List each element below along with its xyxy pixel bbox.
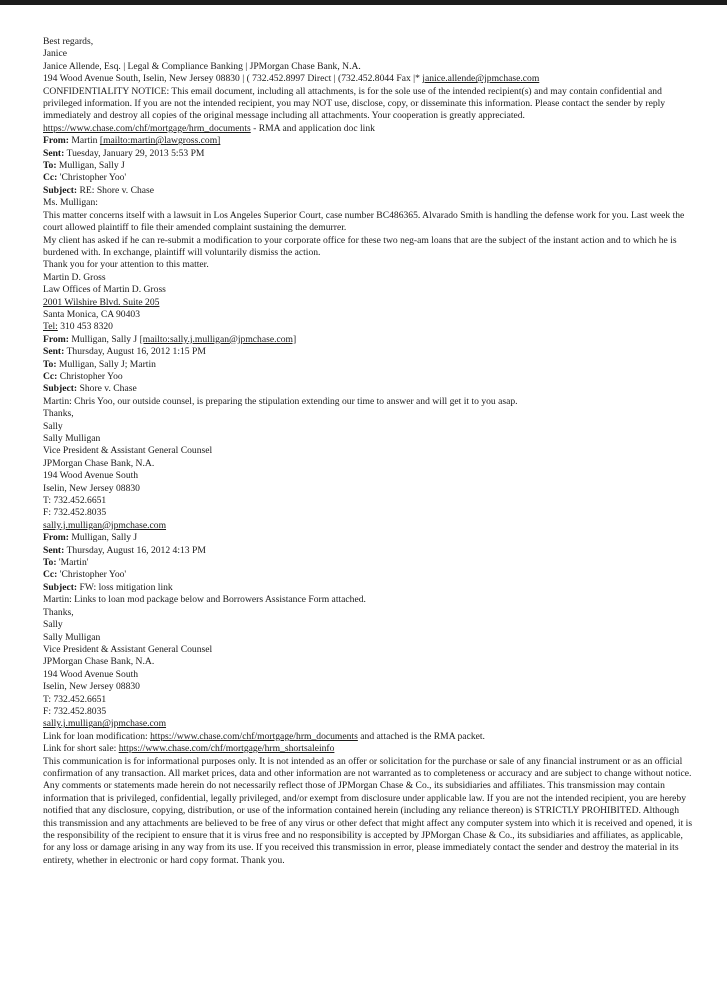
from-label: From: bbox=[43, 532, 69, 544]
sig-company: JPMorgan Chase Bank, N.A. bbox=[43, 457, 155, 469]
to-row bbox=[43, 160, 693, 172]
body-text: Martin: Chris Yoo, our outside counsel, is preparing the stipulation extending our time to answer and will get it to you asap. bbox=[43, 395, 518, 407]
sig-title: Vice President & Assistant General Counsel bbox=[43, 445, 213, 457]
cc-value: 'Christopher Yoo' bbox=[59, 569, 127, 581]
sent-value: Tuesday, January 29, 2013 5:53 PM bbox=[66, 147, 205, 159]
cc-row bbox=[43, 172, 693, 184]
sign-first-name: Sally bbox=[43, 420, 63, 432]
cc-value: Christopher Yoo bbox=[59, 370, 123, 382]
sig-street: 194 Wood Avenue South bbox=[43, 668, 139, 680]
cc-value: 'Christopher Yoo' bbox=[59, 172, 127, 184]
subject-value: RE: Shore v. Chase bbox=[79, 184, 155, 196]
sent-label: Sent: bbox=[43, 147, 65, 159]
sig-fax: F: 732.452.8035 bbox=[43, 507, 107, 519]
from-row bbox=[43, 135, 693, 147]
sally-email-link[interactable]: sally.j.mulligan@jpmchase.com bbox=[43, 718, 167, 730]
sent-label: Sent: bbox=[43, 346, 65, 358]
sign-first-name: Sally bbox=[43, 619, 63, 631]
to-label: To: bbox=[43, 557, 57, 569]
short-sale-row bbox=[43, 743, 693, 755]
email-header-3 bbox=[43, 532, 693, 594]
salutation: Ms. Mulligan: bbox=[43, 197, 98, 209]
email-document bbox=[43, 36, 693, 867]
short-sale-link[interactable]: https://www.chase.com/chf/mortgage/hrm_shortsaleinfo bbox=[118, 743, 335, 755]
cc-label: Cc: bbox=[43, 569, 58, 581]
sig-city: Santa Monica, CA 90403 bbox=[43, 308, 140, 320]
address-text: 194 Wood Avenue South, Iselin, New Jersey 08830 | ( 732.452.8997 Direct | (732.452.8044 Fax |* bbox=[43, 73, 420, 85]
janice-email-link[interactable]: janice.allende@jpmchase.com bbox=[422, 73, 540, 85]
sig-city: Iselin, New Jersey 08830 bbox=[43, 681, 140, 693]
sent-value: Thursday, August 16, 2012 1:15 PM bbox=[66, 346, 206, 358]
to-label: To: bbox=[43, 160, 57, 172]
sig-company: JPMorgan Chase Bank, N.A. bbox=[43, 656, 155, 668]
body-paragraph: My client has asked if he can re-submit a modification to your corporate office for these two neg-am loans that are the subject of the instant action and to which he is burdened with. In exchange, plaintiff will voluntarily dismiss the action. bbox=[43, 234, 677, 258]
to-row bbox=[43, 557, 693, 569]
to-value: Mulligan, Sally J; Martin bbox=[58, 358, 156, 370]
cc-row bbox=[43, 569, 693, 581]
sig-phone: T: 732.452.6651 bbox=[43, 693, 107, 705]
to-value: 'Martin' bbox=[58, 557, 89, 569]
cc-label: Cc: bbox=[43, 172, 58, 184]
subject-label: Subject: bbox=[43, 184, 78, 196]
loan-mod-suffix: and attached is the RMA packet. bbox=[360, 730, 485, 742]
sig-email-row bbox=[43, 718, 693, 730]
short-sale-label: Link for short sale: bbox=[43, 743, 117, 755]
rma-documents-link[interactable]: https://www.chase.com/chf/mortgage/hrm_documents bbox=[43, 122, 251, 134]
tel-value: 310 453 8320 bbox=[60, 321, 113, 333]
martin-mailto-link[interactable]: [mailto:martin@lawgross.com] bbox=[99, 135, 221, 147]
rma-link-caption: - RMA and application doc link bbox=[253, 122, 375, 134]
subject-row bbox=[43, 383, 693, 395]
email-header-1 bbox=[43, 135, 693, 197]
sig-city: Iselin, New Jersey 08830 bbox=[43, 482, 140, 494]
sig-name: Martin D. Gross bbox=[43, 271, 106, 283]
cc-row bbox=[43, 371, 693, 383]
loan-mod-row bbox=[43, 731, 693, 743]
subject-label: Subject: bbox=[43, 581, 78, 593]
signer-address-line bbox=[43, 73, 693, 85]
from-value: Mulligan, Sally J bbox=[71, 532, 138, 544]
body-text: Martin: Links to loan mod package below and Borrowers Assistance Form attached. bbox=[43, 594, 366, 606]
cc-label: Cc: bbox=[43, 370, 58, 382]
sent-row bbox=[43, 545, 693, 557]
from-row bbox=[43, 532, 693, 544]
email-body-1 bbox=[43, 197, 693, 333]
sent-row bbox=[43, 346, 693, 358]
thanks: Thanks, bbox=[43, 408, 74, 420]
scan-top-edge bbox=[0, 0, 727, 5]
email-body-3 bbox=[43, 594, 693, 755]
sig-firm: Law Offices of Martin D. Gross bbox=[43, 284, 166, 296]
loan-mod-label: Link for loan modification: bbox=[43, 730, 148, 742]
sig-name: Sally Mulligan bbox=[43, 631, 101, 643]
sig-tel-row bbox=[43, 321, 693, 333]
body-paragraph: Thank you for your attention to this matter. bbox=[43, 259, 209, 271]
sig-street: 194 Wood Avenue South bbox=[43, 470, 139, 482]
sig-street-link[interactable]: 2001 Wilshire Blvd. Suite 205 bbox=[43, 296, 160, 308]
email-body-2 bbox=[43, 396, 693, 532]
signer-title-line: Janice Allende, Esq. | Legal & Compliance Banking | JPMorgan Chase Bank, N.A. bbox=[43, 60, 361, 72]
loan-mod-link[interactable]: https://www.chase.com/chf/mortgage/hrm_documents bbox=[150, 730, 358, 742]
subject-row bbox=[43, 582, 693, 594]
closing: Best regards, bbox=[43, 36, 94, 47]
sent-value: Thursday, August 16, 2012 4:13 PM bbox=[66, 544, 206, 556]
from-label: From: bbox=[43, 135, 69, 147]
to-row bbox=[43, 359, 693, 371]
subject-row bbox=[43, 185, 693, 197]
email-header-2 bbox=[43, 334, 693, 396]
sent-row bbox=[43, 148, 693, 160]
to-label: To: bbox=[43, 358, 57, 370]
subject-label: Subject: bbox=[43, 383, 78, 395]
from-value: Martin bbox=[71, 135, 98, 147]
sig-phone: T: 732.452.6651 bbox=[43, 495, 107, 507]
subject-value: FW: loss mitigation link bbox=[79, 581, 173, 593]
to-value: Mulligan, Sally J bbox=[58, 160, 125, 172]
body-paragraph: This matter concerns itself with a lawsuit in Los Angeles Superior Court, case number BC486365. Alvarado Smith is handling the defense work for you. Last week the court allowed plaintiff to file their amended complaint sustaining the demurrer. bbox=[43, 209, 685, 234]
sally-email-link[interactable]: sally.j.mulligan@jpmchase.com bbox=[43, 519, 167, 531]
legal-disclaimer: This communication is for informational purposes only. It is not intended as an offer or solicitation for the purchase or sale of any financial instrument or as an official confirmation of any transaction. All market prices, data and other information are not warranted as to completeness or accuracy and are subject to change without notice. Any comments or statements made herein do not necessarily reflect those of JPMorgan Chase & Co., its subsidiaries and affiliates. This transmission may contain information that is privileged, confidential, legally privileged, and/or exempt from disclosure under applicable law. If you are not the intended recipient, you are hereby notified that any disclosure, copying, distribution, or use of the information contained herein (including any reliance thereon) is STRICTLY PROHIBITED. Although this transmission and any attachments are believed to be free of any virus or other defect that might affect any computer system into which it is received and opened, it is the responsibility of the recipient to ensure that it is virus free and no responsibility is accepted by JPMorgan Chase & Co., its subsidiaries and affiliates, as applicable, for any loss or damage arising in any way from its use. If you received this transmission in error, please immediately contact the sender and destroy the material in its entirety, whether in electronic or hard copy format. Thank you. bbox=[43, 755, 693, 866]
sig-title: Vice President & Assistant General Counsel bbox=[43, 643, 213, 655]
signature-block-janice bbox=[43, 36, 693, 86]
signer-first-name: Janice bbox=[43, 48, 67, 60]
subject-value: Shore v. Chase bbox=[79, 383, 137, 395]
from-row bbox=[43, 334, 693, 346]
thanks: Thanks, bbox=[43, 606, 74, 618]
sig-street-row bbox=[43, 297, 693, 309]
sent-label: Sent: bbox=[43, 544, 65, 556]
sig-email-row bbox=[43, 520, 693, 532]
confidentiality-notice: CONFIDENTIALITY NOTICE: This email document, including all attachments, is for the sole use of the intended recipient(s) and may contain confidential and privileged information. If you are not the intended recipient, you may NOT use, disclose, copy, or disseminate this information. Please contact the sender by reply immediately and destroy all copies of the original message including all attachments. Your cooperation is greatly appreciated. bbox=[43, 85, 666, 122]
sig-fax: F: 732.452.8035 bbox=[43, 705, 107, 717]
rma-link-line bbox=[43, 123, 693, 135]
from-label: From: bbox=[43, 333, 69, 345]
sig-name: Sally Mulligan bbox=[43, 433, 101, 444]
tel-link[interactable]: Tel: bbox=[43, 321, 58, 333]
from-value: Mulligan, Sally J bbox=[71, 333, 138, 345]
sally-mailto-link[interactable]: [mailto:sally.j.mulligan@jpmchase.com] bbox=[139, 333, 297, 345]
